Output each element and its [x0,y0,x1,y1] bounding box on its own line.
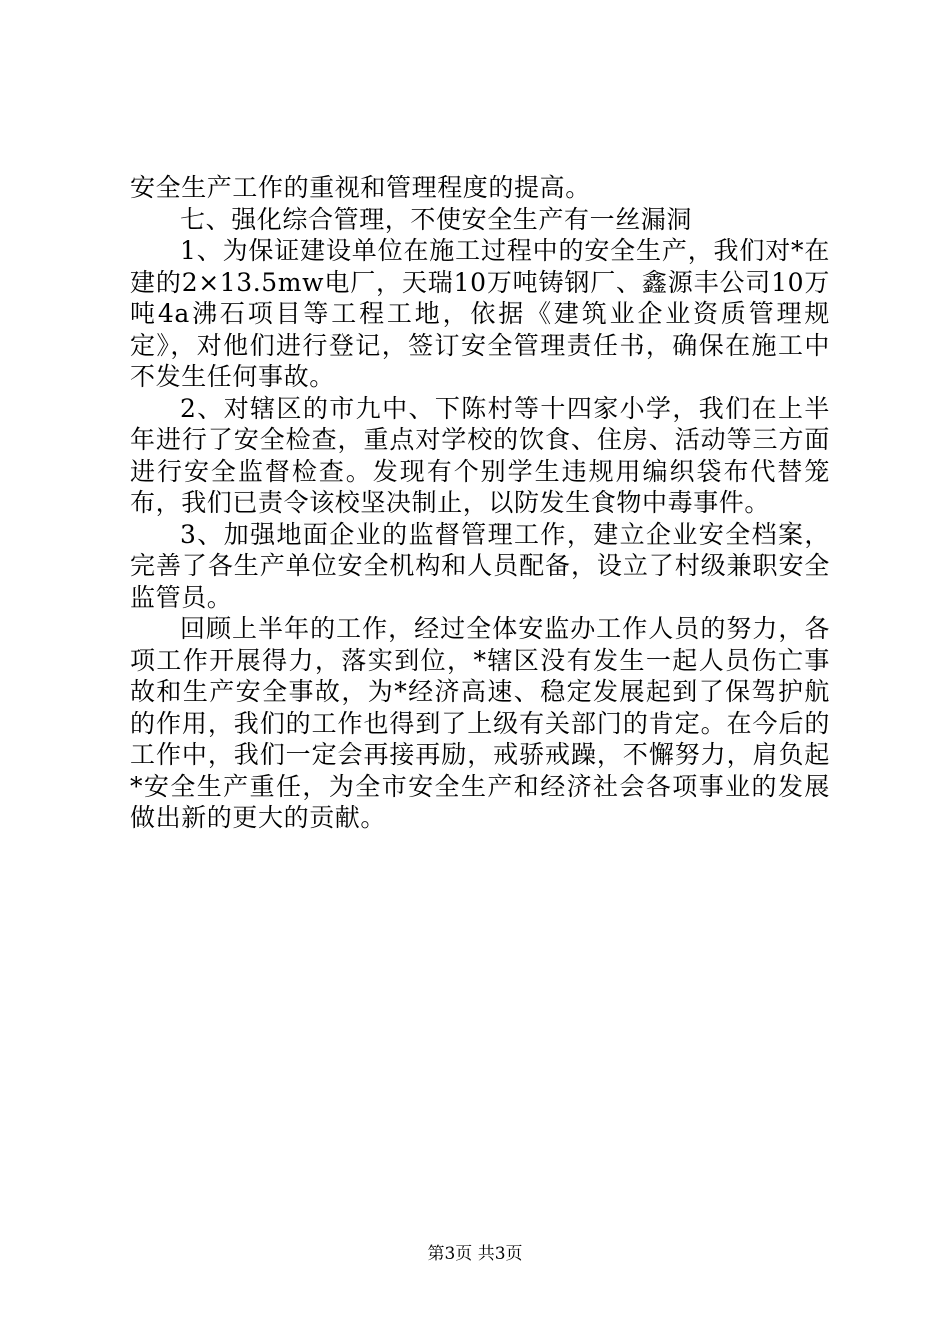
paragraph-summary: 回顾上半年的工作，经过全体安监办工作人员的努力，各项工作开展得力，落实到位，*辖区没有发生一起人员伤亡事故和生产安全事故，为*经济高速、稳定发展起到了保驾护航的作用，我们的工作也得到了上级有关部门的肯定。在今后的工作中，我们一定会再接再励，戒骄戒躁，不懈努力，肩负起*安全生产重任，为全市安全生产和经济社会各项事业的发展做出新的更大的贡献。 [130,614,830,832]
document-body [130,172,830,834]
section-heading: 七、强化综合管理，不使安全生产有一丝漏洞 [180,204,693,234]
page-number: 第3页 共3页 [427,1244,523,1264]
page-footer [0,1242,950,1266]
paragraph-item-3: 3、加强地面企业的监督管理工作，建立企业安全档案，完善了各生产单位安全机构和人员配备，设立了村级兼职安全监管员。 [130,519,830,612]
paragraph-continuation: 安全生产工作的重视和管理程度的提高。 [130,173,591,202]
paragraph-item-1: 1、为保证建设单位在施工过程中的安全生产，我们对*在建的2×13.5mw电厂，天瑞10万吨铸钢厂、鑫源丰公司10万吨4a沸石项目等工程工地，依据《建筑业企业资质管理规定》，对他们进行登记，签订安全管理责任书，确保在施工中不发生任何事故。 [130,236,830,391]
paragraph-item-2: 2、对辖区的市九中、下陈村等十四家小学，我们在上半年进行了安全检查，重点对学校的饮食、住房、活动等三方面进行安全监督检查。发现有个别学生违规用编织袋布代替笼布，我们已责令该校坚决制止，以防发生食物中毒事件。 [130,393,830,517]
